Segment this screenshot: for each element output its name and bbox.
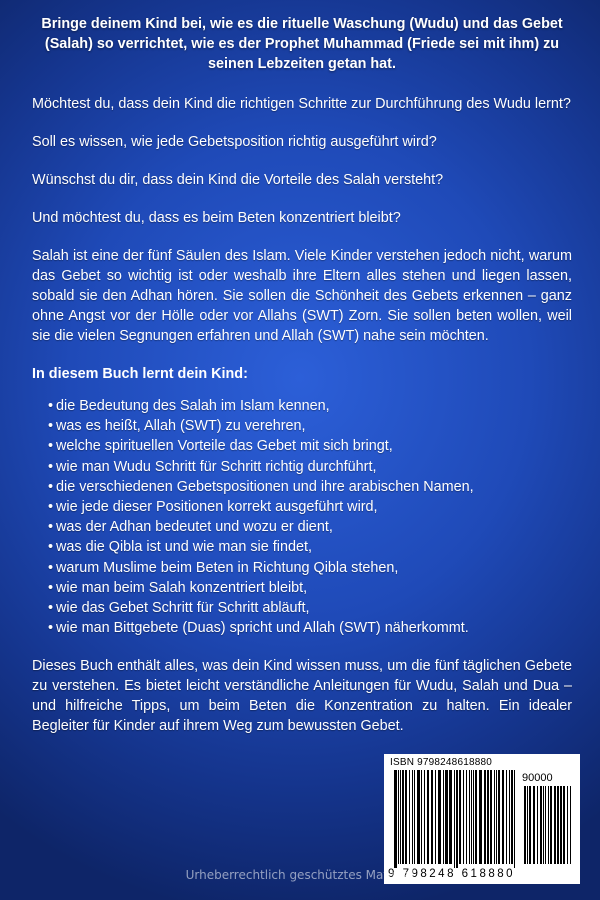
barcode-bar xyxy=(421,770,422,864)
barcode-bar xyxy=(469,770,470,864)
barcode-addon-bar xyxy=(554,786,556,864)
barcode-bar xyxy=(449,770,452,864)
barcode-bar xyxy=(484,770,486,864)
barcode-bar xyxy=(414,770,415,864)
barcode-bar xyxy=(394,770,397,868)
barcode-bar xyxy=(511,770,513,864)
barcode-bar xyxy=(456,770,458,868)
list-heading: In diesem Buch lernt dein Kind: xyxy=(32,366,248,382)
isbn-label: ISBN 9798248618880 xyxy=(390,757,493,768)
barcode-bar xyxy=(494,770,495,864)
topic-list-item-text: warum Muslime beim Beten in Richtung Qibla stehen, xyxy=(56,559,399,576)
barcode-bar xyxy=(398,770,399,864)
topic-list-item-text: was der Adhan bedeutet und wozu er dient, xyxy=(56,519,333,536)
topic-list-item xyxy=(48,457,572,477)
bullet-icon: • xyxy=(48,458,54,475)
topic-list-item xyxy=(48,618,572,638)
isbn-digits: 9 798248 618880 xyxy=(388,868,516,880)
barcode-bar xyxy=(487,770,489,864)
bullet-icon: • xyxy=(48,579,54,596)
question-4: Und möchtest du, dass es beim Beten konzentriert bleibt? xyxy=(32,210,401,226)
barcode-addon-bar xyxy=(543,786,544,864)
barcode-bar xyxy=(509,770,510,864)
barcode-bar xyxy=(454,770,455,868)
barcode-bar xyxy=(424,770,425,864)
topic-list-item-text: was es heißt, Allah (SWT) zu verehren, xyxy=(56,418,306,435)
barcode-addon-bar xyxy=(527,786,528,864)
barcode-bar xyxy=(496,770,497,864)
bullet-icon: • xyxy=(48,398,54,414)
topic-list-item xyxy=(48,416,572,436)
question-3: Wünschst du dir, dass dein Kind die Vorteile des Salah versteht? xyxy=(32,172,444,188)
bullet-icon: • xyxy=(48,519,54,536)
bullet-icon: • xyxy=(48,438,54,455)
bullet-icon: • xyxy=(48,600,54,617)
barcode-bar xyxy=(463,770,464,864)
barcode-bar xyxy=(405,770,407,864)
topic-list-item-text: die Bedeutung des Salah im Islam kennen, xyxy=(56,398,330,414)
intro-text: Bringe deinem Kind bei, wie es die rituelle Waschung (Wudu) und das Gebet (Salah) so verrichtet, wie es der Prophet Muhammad (Friede sei mit ihm) zu seinen Lebzeiten getan hat. xyxy=(41,16,563,72)
barcode-addon-bar xyxy=(524,786,526,864)
barcode-bar xyxy=(400,770,401,864)
topic-list-item-text: die verschiedenen Gebetspositionen und ihre arabischen Namen, xyxy=(56,478,474,495)
topic-list-item-text: wie man Wudu Schritt für Schritt richtig durchführt, xyxy=(56,458,377,475)
topic-list-item xyxy=(48,537,572,557)
bullet-icon: • xyxy=(48,499,54,516)
barcode-bar xyxy=(438,770,441,864)
barcode-bar xyxy=(445,770,448,864)
barcode-addon-bar xyxy=(560,786,562,864)
barcode-addon-bar xyxy=(550,786,552,864)
barcode-bar xyxy=(402,770,404,864)
barcode-bar xyxy=(417,770,420,864)
barcode-bar xyxy=(435,770,436,864)
topic-list-item xyxy=(48,497,572,517)
barcode-bar xyxy=(506,770,507,864)
topic-list-item-text: was die Qibla ist und wie man sie findet, xyxy=(56,539,312,556)
bullet-icon: • xyxy=(48,418,54,435)
barcode-bar xyxy=(498,770,500,864)
isbn-barcode xyxy=(384,754,580,884)
barcode-addon-bar xyxy=(537,786,538,864)
barcode-addon-bar xyxy=(540,786,542,864)
topic-list-item xyxy=(48,436,572,456)
barcode-bar xyxy=(502,770,504,864)
topic-list-item xyxy=(48,477,572,497)
barcode-addon-bar xyxy=(533,786,535,864)
question-2: Soll es wissen, wie jede Gebetsposition richtig ausgeführt wird? xyxy=(32,134,437,150)
topic-list-item-text: wie man beim Salah konzentriert bleibt, xyxy=(56,579,308,596)
topic-list-item-text: wie das Gebet Schritt für Schritt abläuft, xyxy=(56,600,310,617)
barcode-bar xyxy=(409,770,410,864)
barcode-bar xyxy=(471,770,472,864)
barcode-bar xyxy=(412,770,413,864)
topic-list-item-text: welche spirituellen Vorteile das Gebet mit sich bringt, xyxy=(56,438,393,455)
closing-paragraph: Dieses Buch enthält alles, was dein Kind wissen muss, um die fünf täglichen Gebete zu verstehen. Es bietet leicht verständliche Anleitungen für Wudu, Salah und Dua – und hilfreiche Tipps, um beim Beten die Konzentration zu halten. Ein idealer Begleiter für Kinder auf ihrem Weg zum bewussten Gebet. xyxy=(32,658,572,735)
barcode-addon-bar xyxy=(548,786,549,864)
topic-list-item xyxy=(48,517,572,537)
barcode-addon-bar xyxy=(570,786,571,864)
topic-list-item xyxy=(48,578,572,598)
barcode-bar xyxy=(473,770,474,864)
barcode-bar xyxy=(514,770,515,868)
barcode-bar xyxy=(475,770,477,864)
topic-list-item-text: wie jede dieser Positionen korrekt ausgeführt wird, xyxy=(56,499,378,516)
topic-list-item-text: wie man Bittgebete (Duas) spricht und Allah (SWT) näherkommt. xyxy=(56,620,469,637)
question-1: Möchtest du, dass dein Kind die richtigen Schritte zur Durchführung des Wudu lernt? xyxy=(32,96,571,112)
topic-list-item xyxy=(48,558,572,578)
barcode-bar xyxy=(443,770,444,864)
barcode-bar xyxy=(479,770,482,864)
barcode-addon-bar xyxy=(567,786,568,864)
price-code: 90000 xyxy=(522,772,553,784)
barcode-bar xyxy=(490,770,492,864)
barcode-bar xyxy=(466,770,467,864)
bullet-icon: • xyxy=(48,478,54,495)
barcode-bar xyxy=(459,770,461,864)
barcode-bar xyxy=(431,770,433,864)
topic-list-item xyxy=(48,598,572,618)
topic-list xyxy=(48,396,572,638)
barcode-addon-bar xyxy=(563,786,565,864)
bullet-icon: • xyxy=(48,539,54,556)
bullet-icon: • xyxy=(48,559,54,576)
barcode-addon-bar xyxy=(557,786,559,864)
back-cover-text xyxy=(32,14,572,754)
bullet-icon: • xyxy=(48,620,54,637)
barcode-addon-bar xyxy=(529,786,531,864)
topic-list-item xyxy=(48,396,572,416)
barcode-bar xyxy=(427,770,429,864)
body-paragraph: Salah ist eine der fünf Säulen des Islam. Viele Kinder verstehen jedoch nicht, warum das Gebet so wichtig ist oder weshalb ihre Eltern alles stehen und liegen lassen, sobald sie den Adhan hören. Sie sollen die Schönheit des Gebets erkennen – ganz ohne Angst vor der Hölle oder vor Allahs (SWT) Zorn. Sie sollen beten wollen, weil sie die vielen Segnungen erfahren und Allah (SWT) nahe sein möchten. xyxy=(32,248,572,344)
barcode-addon-bar xyxy=(545,786,546,864)
copyright-watermark: Urheberrechtlich geschütztes Material xyxy=(185,868,415,882)
